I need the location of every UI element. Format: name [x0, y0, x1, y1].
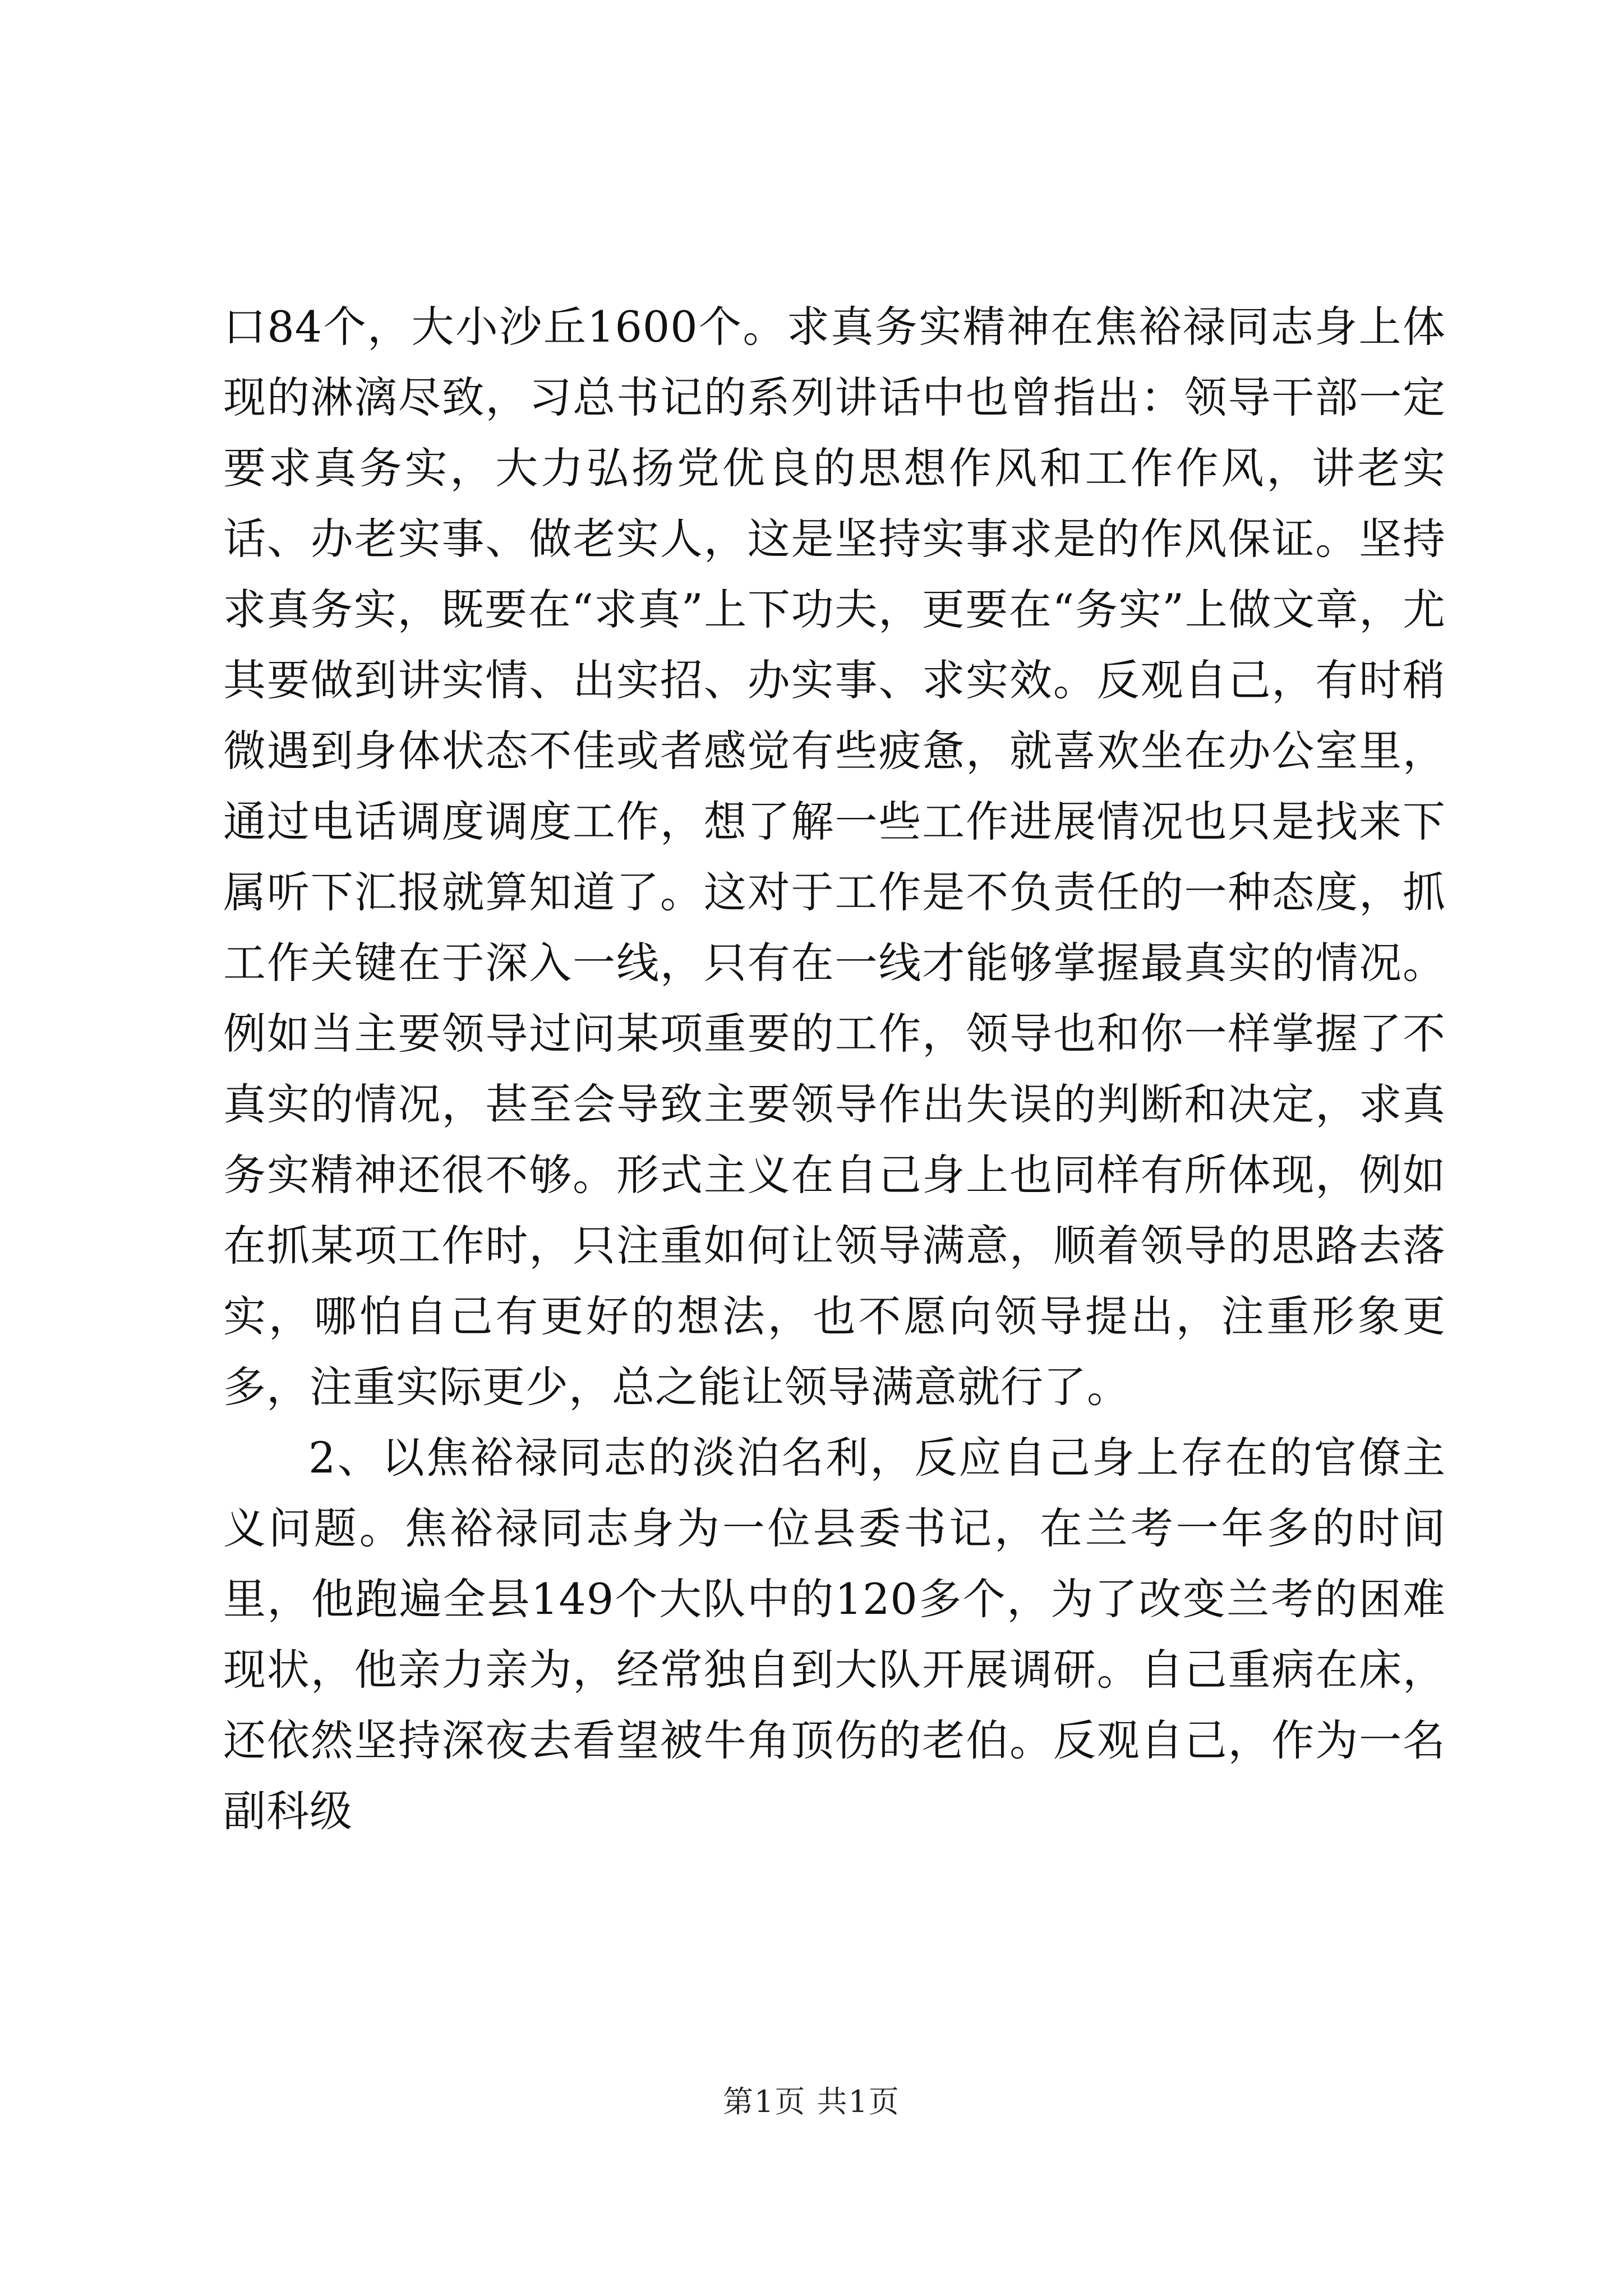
page-footer: 第1页 共1页 — [723, 2084, 900, 2119]
paragraph-2: 2、以焦裕禄同志的淡泊名利，反应自己身上存在的官僚主义问题。焦裕禄同志身为一位县委书记，在兰考一年多的时间里，他跑遍全县149个大队中的120多个，为了改变兰考的困难现状，他亲力亲为，经常独自到大队开展调研。自己重病在床，还依然坚持深夜去看望被牛角顶伤的老伯。反观自己，作为一名副科级 — [223, 1433, 1446, 1836]
document-body — [223, 292, 1446, 1847]
paragraph-1: 口84个，大小沙丘1600个。求真务实精神在焦裕禄同志身上体现的淋漓尽致，习总书记的系列讲话中也曾指出：领导干部一定要求真务实，大力弘扬党优良的思想作风和工作作风，讲老实话、办老实事、做老实人，这是坚持实事求是的作风保证。坚持求真务实，既要在“求真”上下功夫，更要在“务实”上做文章，尤其要做到讲实情、出实招、办实事、求实效。反观自己，有时稍微遇到身体状态不佳或者感觉有些疲惫，就喜欢坐在办公室里，通过电话调度调度工作，想了解一些工作进展情况也只是找来下属听下汇报就算知道了。这对于工作是不负责任的一种态度，抓工作关键在于深入一线，只有在一线才能够掌握最真实的情况。例如当主要领导过问某项重要的工作，领导也和你一样掌握了不真实的情况，甚至会导致主要领导作出失误的判断和决定，求真务实精神还很不够。形式主义在自己身上也同样有所体现，例如在抓某项工作时，只注重如何让领导满意，顺着领导的思路去落实，哪怕自己有更好的想法，也不愿向领导提出，注重形象更多，注重实际更少，总之能让领导满意就行了。 — [223, 302, 1446, 1412]
